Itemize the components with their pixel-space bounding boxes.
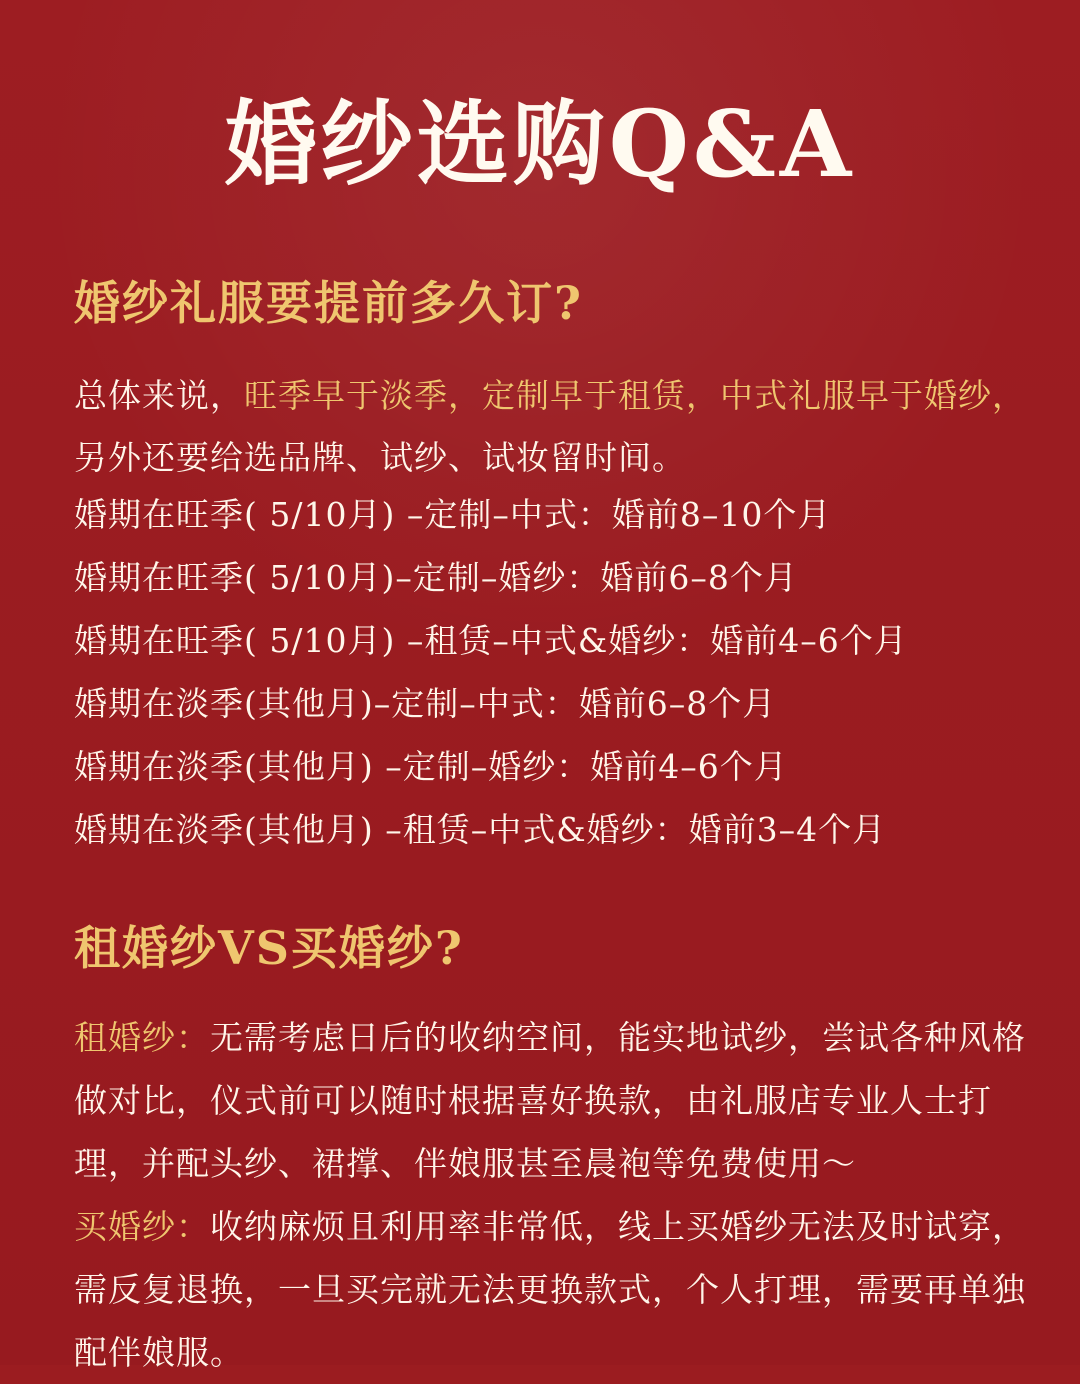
intro-highlight: 旺季早于淡季，定制早于租赁，中式礼服早于婚纱， — [244, 376, 1026, 415]
page-title: 婚纱选购Q&A — [224, 90, 856, 198]
rent-vs-buy-comparison — [74, 1006, 1034, 1384]
intro-suffix: 另外还要给选品牌、试纱、试妆留时间。 — [74, 438, 686, 477]
booking-intro-paragraph — [74, 365, 1034, 489]
buy-text: 收纳麻烦且利用率非常低，线上买婚纱无法及时试穿，需反复退换，一旦买完就无法更换款式，个人打理，需要再单独配伴娘服。 — [74, 1207, 1026, 1372]
buy-paragraph — [74, 1195, 1034, 1384]
timeline-item: 婚期在淡季(其他月) –定制–婚纱：婚前4–6个月 — [74, 747, 788, 786]
section-title-rent-vs-buy: 租婚纱VS买婚纱? — [74, 921, 464, 975]
timeline-item: 婚期在淡季(其他月)–定制–中式：婚前6–8个月 — [74, 684, 777, 723]
booking-timeline-list — [74, 488, 1004, 866]
buy-label: 买婚纱： — [74, 1207, 210, 1246]
rent-text: 无需考虑日后的收纳空间，能实地试纱，尝试各种风格做对比，仪式前可以随时根据喜好换款，由礼服店专业人士打理，并配头纱、裙撑、伴娘服甚至晨袍等免费使用～ — [74, 1018, 1026, 1183]
timeline-item: 婚期在旺季( 5/10月) –定制–中式：婚前8–10个月 — [74, 495, 832, 534]
rent-paragraph — [74, 1006, 1034, 1195]
section-title-booking-time: 婚纱礼服要提前多久订? — [74, 276, 583, 330]
timeline-item: 婚期在旺季( 5/10月)–定制–婚纱：婚前6–8个月 — [74, 558, 798, 597]
intro-prefix: 总体来说， — [74, 376, 244, 415]
timeline-item: 婚期在旺季( 5/10月) –租赁–中式&婚纱：婚前4–6个月 — [74, 621, 908, 660]
rent-label: 租婚纱： — [74, 1018, 210, 1057]
timeline-item: 婚期在淡季(其他月) –租赁–中式&婚纱：婚前3–4个月 — [74, 810, 887, 849]
